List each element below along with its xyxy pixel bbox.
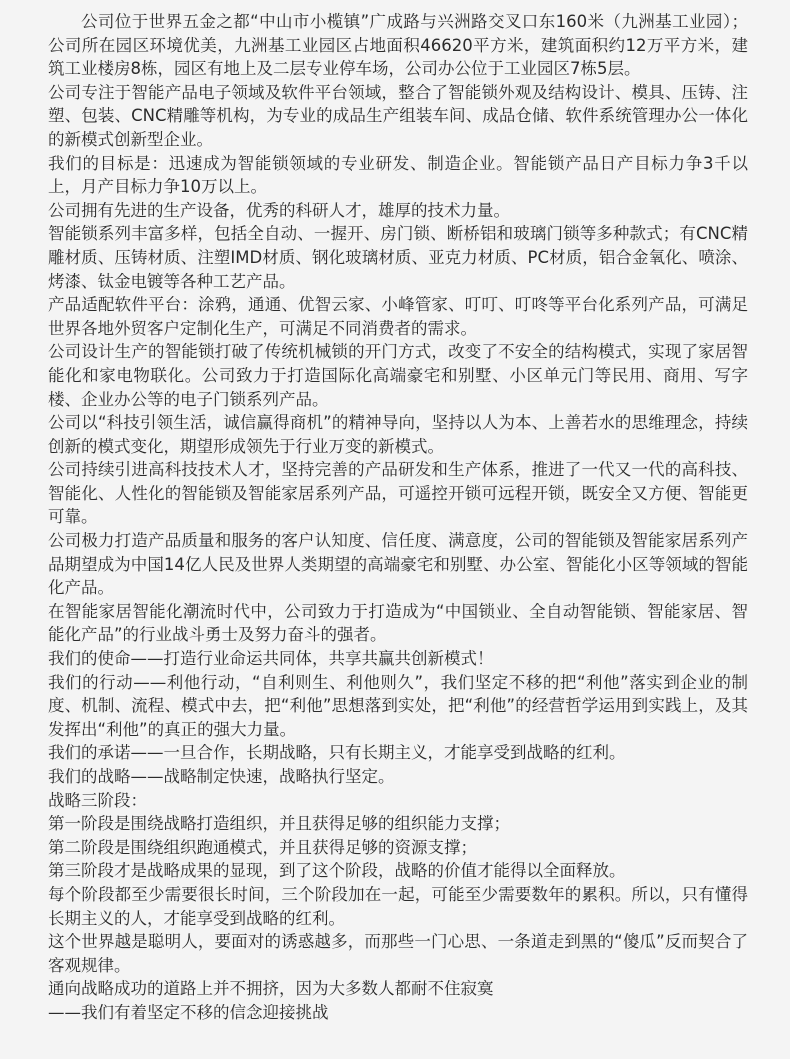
paragraph-business-focus: 公司专注于智能产品电子领域及软件平台领域，整合了智能锁外观及结构设计、模具、压铸、注塑、包装、CNC精雕等机构，为专业的成品生产组装车间、成品仓储、软件系统管理办公一体化的新模式创新型企业。 bbox=[48, 82, 748, 149]
paragraph-mission: 我们的使命——打造行业命运共同体，共享共赢共创新模式！ bbox=[48, 649, 494, 669]
paragraph-action: 我们的行动——利他行动，“自利则生、利他则久”，我们坚定不移的把“利他”落实到企业的制度、机制、流程、模式中去，把“利他”思想落到实处，把“利他”的经营哲学运用到实践上，及其发挥出“利他”的真正的强大力量。 bbox=[48, 672, 748, 739]
paragraph-software-platforms: 产品适配软件平台：涂鸦，通通、优智云家、小峰管家、叮叮、叮咚等平台化系列产品，可满足世界各地外贸客户定制化生产，可满足不同消费者的需求。 bbox=[48, 295, 748, 338]
paragraph-strategy: 我们的战略——战略制定快速，战略执行坚定。 bbox=[48, 767, 395, 786]
paragraph-location: 公司位于世界五金之都“中山市小榄镇”广成路与兴洲路交叉口东160米（九洲基工业园）；公司所在园区环境优美，九洲基工业园区占地面积46620平方米，建筑面积约12万平方米，建筑工业楼房8栋，园区有地上及二层专业停车场，公司办公位于工业园区7栋5层。 bbox=[48, 12, 748, 79]
paragraph-strategy-stages-heading: 战略三阶段： bbox=[48, 790, 147, 810]
paragraph-stage-one: 第一阶段是围绕战略打造组织，并且获得足够的组织能力支撑； bbox=[48, 814, 510, 834]
paragraph-stage-three: 第三阶段才是战略成果的显现，到了这个阶段，战略的价值才能得以全面释放。 bbox=[48, 861, 626, 881]
paragraph-temptation: 这个世界越是聪明人，要面对的诱惑越多，而那些一门心思、一条道走到黑的“傻瓜”反而契合了客观规律。 bbox=[48, 932, 748, 975]
paragraph-vision: 在智能家居智能化潮流时代中，公司致力于打造成为“中国锁业、全自动智能锁、智能家居、智能化产品”的行业战斗勇士及努力奋斗的强者。 bbox=[48, 601, 748, 645]
paragraph-smart-home: 公司设计生产的智能锁打破了传统机械锁的开门方式，改变了不安全的结构模式，实现了家居智能化和家电物联化。公司致力于打造国际化高端豪宅和别墅、小区单元门等民用、商用、写字楼、企业办公等的电子门锁系列产品。 bbox=[48, 342, 748, 409]
company-profile-article bbox=[48, 10, 748, 1025]
paragraph-strength: 公司拥有先进的生产设备，优秀的科研人才，雄厚的技术力量。 bbox=[48, 200, 510, 220]
paragraph-talent: 公司持续引进高科技技术人才，坚持完善的产品研发和生产体系，推进了一代又一代的高科技、智能化、人性化的智能锁及智能家居系列产品，可遥控开锁可远程开锁，既安全又方便、智能更可靠。 bbox=[48, 460, 748, 527]
paragraph-long-term: 每个阶段都至少需要很长时间，三个阶段加在一起，可能至少需要数年的累积。所以，只有懂得长期主义的人，才能享受到战略的红利。 bbox=[48, 884, 748, 928]
paragraph-road-to-success: 通向战略成功的道路上并不拥挤，因为大多数人都耐不住寂寞 bbox=[48, 979, 494, 999]
paragraph-quality: 公司极力打造产品质量和服务的客户认知度、信任度、满意度，公司的智能锁及智能家居系列产品期望成为中国14亿人民及世界人类期望的高端豪宅和别墅、办公室、智能化小区等领域的智能化产品。 bbox=[48, 531, 748, 598]
paragraph-goal: 我们的目标是：迅速成为智能锁领域的专业研发、制造企业。智能锁产品日产目标力争3千以上，月产目标力争10万以上。 bbox=[48, 153, 748, 197]
paragraph-promise: 我们的承诺——一旦合作，长期战略，只有长期主义，才能享受到战略的红利。 bbox=[48, 743, 626, 763]
paragraph-product-range: 智能锁系列丰富多样，包括全自动、一握开、房门锁、断桥铝和玻璃门锁等多种款式；有CNC精雕材质、压铸材质、注塑IMD材质、钢化玻璃材质、亚克力材质、PC材质，铝合金氧化、喷涂、烤漆、钛金电镀等各种工艺产品。 bbox=[48, 224, 748, 291]
paragraph-stage-two: 第二阶段是围绕组织跑通模式，并且获得足够的资源支撑； bbox=[48, 837, 477, 857]
paragraph-closing-line: ——我们有着坚定不移的信念迎接挑战 bbox=[48, 1002, 329, 1022]
paragraph-spirit: 公司以“科技引领生活，诚信赢得商机”的精神导向，坚持以人为本、上善若水的思维理念，持续创新的模式变化，期望形成领先于行业万变的新模式。 bbox=[48, 413, 748, 456]
